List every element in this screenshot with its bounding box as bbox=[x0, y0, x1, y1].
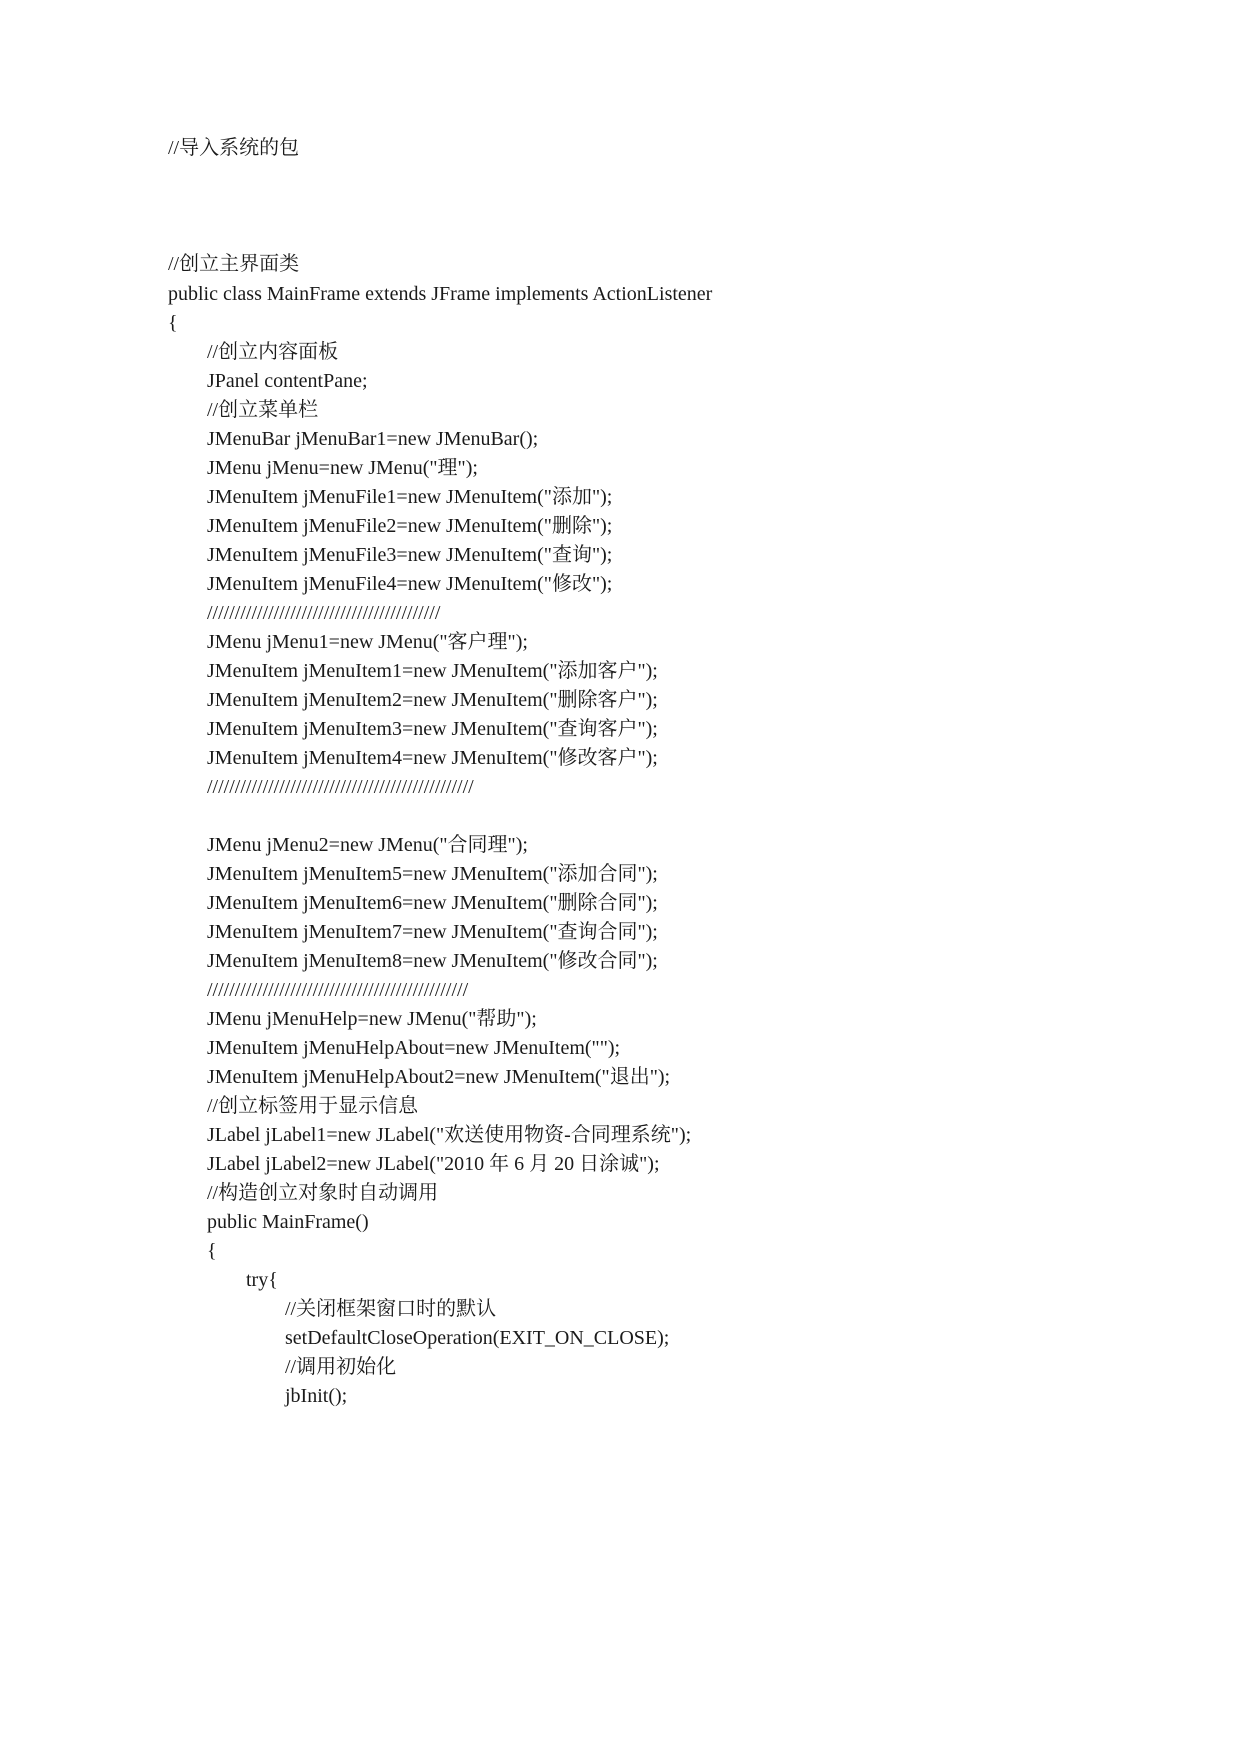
code-line: JMenuItem jMenuFile4=new JMenuItem("修改"); bbox=[207, 573, 613, 595]
code-line: JMenuItem jMenuItem3=new JMenuItem("查询客户"); bbox=[207, 718, 658, 740]
code-line: JMenuItem jMenuFile3=new JMenuItem("查询"); bbox=[207, 544, 613, 566]
comment-constructor: //构造创立对象时自动调用 bbox=[207, 1182, 439, 1204]
separator-comment: /////////////////////////////////////////////// bbox=[207, 979, 469, 1001]
code-line: JMenu jMenu=new JMenu("理"); bbox=[207, 457, 478, 479]
comment-menubar: //创立菜单栏 bbox=[207, 399, 319, 421]
open-brace: { bbox=[168, 312, 178, 334]
code-line: JMenuItem jMenuItem2=new JMenuItem("删除客户"); bbox=[207, 689, 658, 711]
code-line: JPanel contentPane; bbox=[207, 370, 368, 392]
code-line: jbInit(); bbox=[285, 1385, 348, 1407]
code-line: JMenuItem jMenuItem1=new JMenuItem("添加客户"); bbox=[207, 660, 658, 682]
code-line: JMenuItem jMenuFile2=new JMenuItem("删除"); bbox=[207, 515, 613, 537]
code-line: JMenuItem jMenuFile1=new JMenuItem("添加"); bbox=[207, 486, 613, 508]
code-line: JLabel jLabel1=new JLabel("欢送使用物资-合同理系统"); bbox=[207, 1124, 692, 1146]
separator-comment: //////////////////////////////////////////////// bbox=[207, 776, 474, 798]
separator-comment: ////////////////////////////////////////// bbox=[207, 602, 441, 624]
constructor-declaration: public MainFrame() bbox=[207, 1211, 369, 1233]
comment-create-main-class: //创立主界面类 bbox=[168, 253, 300, 275]
comment-init: //调用初始化 bbox=[285, 1356, 397, 1378]
class-declaration: public class MainFrame extends JFrame implements ActionListener bbox=[168, 283, 713, 305]
code-line: JMenuBar jMenuBar1=new JMenuBar(); bbox=[207, 428, 539, 450]
comment-close-operation: //关闭框架窗口时的默认 bbox=[285, 1298, 497, 1320]
open-brace: { bbox=[207, 1240, 217, 1262]
comment-import-packages: //导入系统的包 bbox=[168, 137, 300, 159]
code-line: JMenuItem jMenuItem7=new JMenuItem("查询合同"); bbox=[207, 921, 658, 943]
code-line: JMenuItem jMenuItem6=new JMenuItem("删除合同"); bbox=[207, 892, 658, 914]
code-line: JMenuItem jMenuHelpAbout2=new JMenuItem("退出"); bbox=[207, 1066, 671, 1088]
code-line: JMenu jMenu2=new JMenu("合同理"); bbox=[207, 834, 528, 856]
code-line: JMenuItem jMenuItem5=new JMenuItem("添加合同"); bbox=[207, 863, 658, 885]
code-line: JMenuItem jMenuHelpAbout=new JMenuItem(""); bbox=[207, 1037, 621, 1059]
code-line: setDefaultCloseOperation(EXIT_ON_CLOSE); bbox=[285, 1327, 670, 1349]
code-line: JLabel jLabel2=new JLabel("2010 年 6 月 20 日涂诚"); bbox=[207, 1153, 660, 1175]
comment-content-pane: //创立内容面板 bbox=[207, 341, 339, 363]
code-line: JMenu jMenuHelp=new JMenu("帮助"); bbox=[207, 1008, 537, 1030]
code-line: JMenuItem jMenuItem4=new JMenuItem("修改客户"); bbox=[207, 747, 658, 769]
comment-labels: //创立标签用于显示信息 bbox=[207, 1095, 419, 1117]
code-line: JMenu jMenu1=new JMenu("客户理"); bbox=[207, 631, 528, 653]
try-statement: try{ bbox=[246, 1269, 278, 1291]
code-line: JMenuItem jMenuItem8=new JMenuItem("修改合同"); bbox=[207, 950, 658, 972]
